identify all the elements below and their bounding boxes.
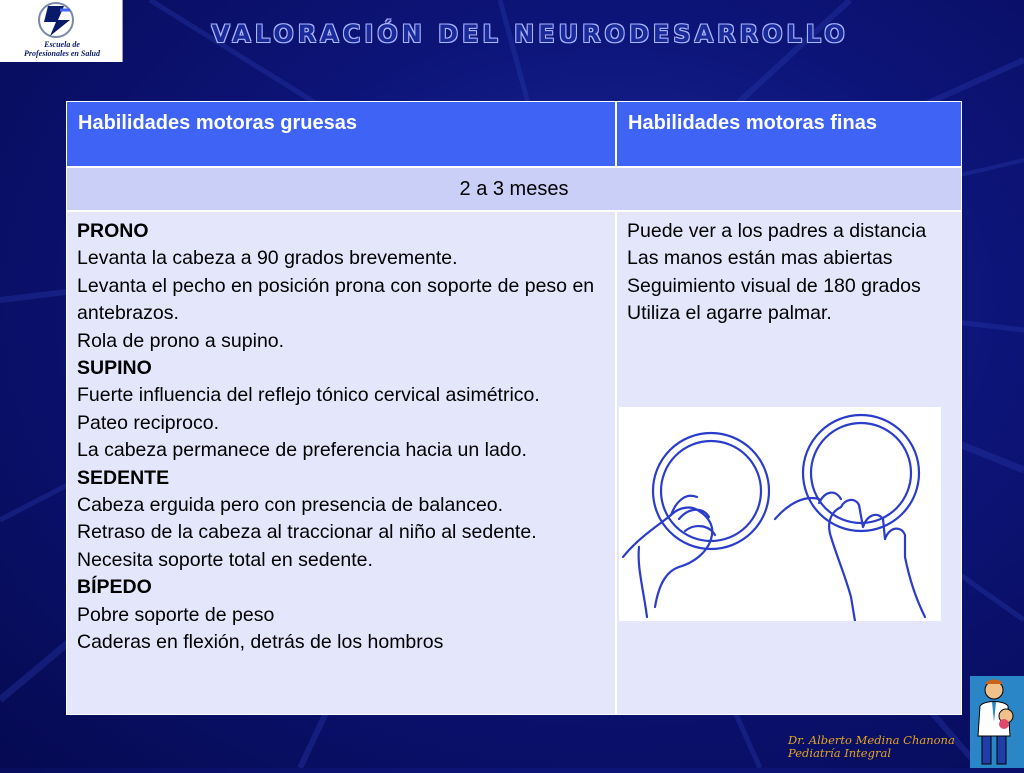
logo-line-2: Profesionales en Salud bbox=[23, 49, 100, 58]
prono-item-1: Levanta la cabeza a 90 grados brevemente. bbox=[77, 247, 458, 270]
fine-item-1: Puede ver a los padres a distancia bbox=[627, 220, 927, 242]
heading-prono: PRONO bbox=[77, 220, 149, 242]
doctor-with-child-icon bbox=[970, 676, 1024, 768]
prono-item-2: Levanta el pecho en posición prona con soporte de peso en antebrazos. bbox=[77, 274, 595, 325]
doctor-figure bbox=[970, 676, 1024, 768]
fine-item-2: Las manos están mas abiertas bbox=[627, 247, 893, 270]
neurodevelopment-table bbox=[66, 101, 962, 715]
supino-item-3: La cabeza permanece de preferencia hacia un lado. bbox=[77, 439, 527, 462]
credit-subtitle: Pediatría Integral bbox=[788, 746, 892, 760]
sedente-item-3: Necesita soporte total en sedente. bbox=[77, 548, 373, 571]
school-logo bbox=[0, 0, 123, 62]
credit-name: Dr. Alberto Medina Chanona bbox=[788, 733, 955, 747]
slide-title: VALORACIÓN DEL NEURODESARROLLO bbox=[211, 20, 849, 48]
prono-item-3: Rola de prono a supino. bbox=[77, 329, 285, 352]
bipedo-item-1: Pobre soporte de peso bbox=[77, 603, 275, 626]
heading-bipedo: BÍPEDO bbox=[77, 576, 152, 599]
hands-ring-drawing bbox=[619, 407, 941, 621]
heading-sedente: SEDENTE bbox=[77, 466, 170, 489]
supino-item-2: Pateo reciproco. bbox=[77, 411, 219, 434]
fine-item-3: Seguimiento visual de 180 grados bbox=[627, 274, 921, 297]
header-gross-motor: Habilidades motoras gruesas bbox=[66, 101, 616, 167]
author-credit bbox=[788, 734, 955, 760]
logo-emblem-icon bbox=[0, 0, 122, 42]
age-band: 2 a 3 meses bbox=[66, 167, 962, 211]
sedente-item-1: Cabeza erguida pero con presencia de balanceo. bbox=[77, 494, 504, 517]
gross-motor-cell bbox=[66, 211, 616, 715]
bipedo-item-2: Caderas en flexión, detrás de los hombros bbox=[77, 631, 444, 654]
fine-item-4: Utiliza el agarre palmar. bbox=[627, 302, 832, 325]
supino-item-1: Fuerte influencia del reflejo tónico cervical asimétrico. bbox=[77, 384, 540, 407]
logo-text bbox=[4, 40, 120, 58]
logo-line-1: Escuela de bbox=[44, 40, 80, 49]
heading-supino: SUPINO bbox=[77, 357, 152, 380]
sedente-item-2: Retraso de la cabeza al traccionar al niño al sedente. bbox=[77, 521, 537, 544]
header-fine-motor: Habilidades motoras finas bbox=[616, 101, 962, 167]
hands-grasping-ring-illustration bbox=[619, 407, 941, 621]
